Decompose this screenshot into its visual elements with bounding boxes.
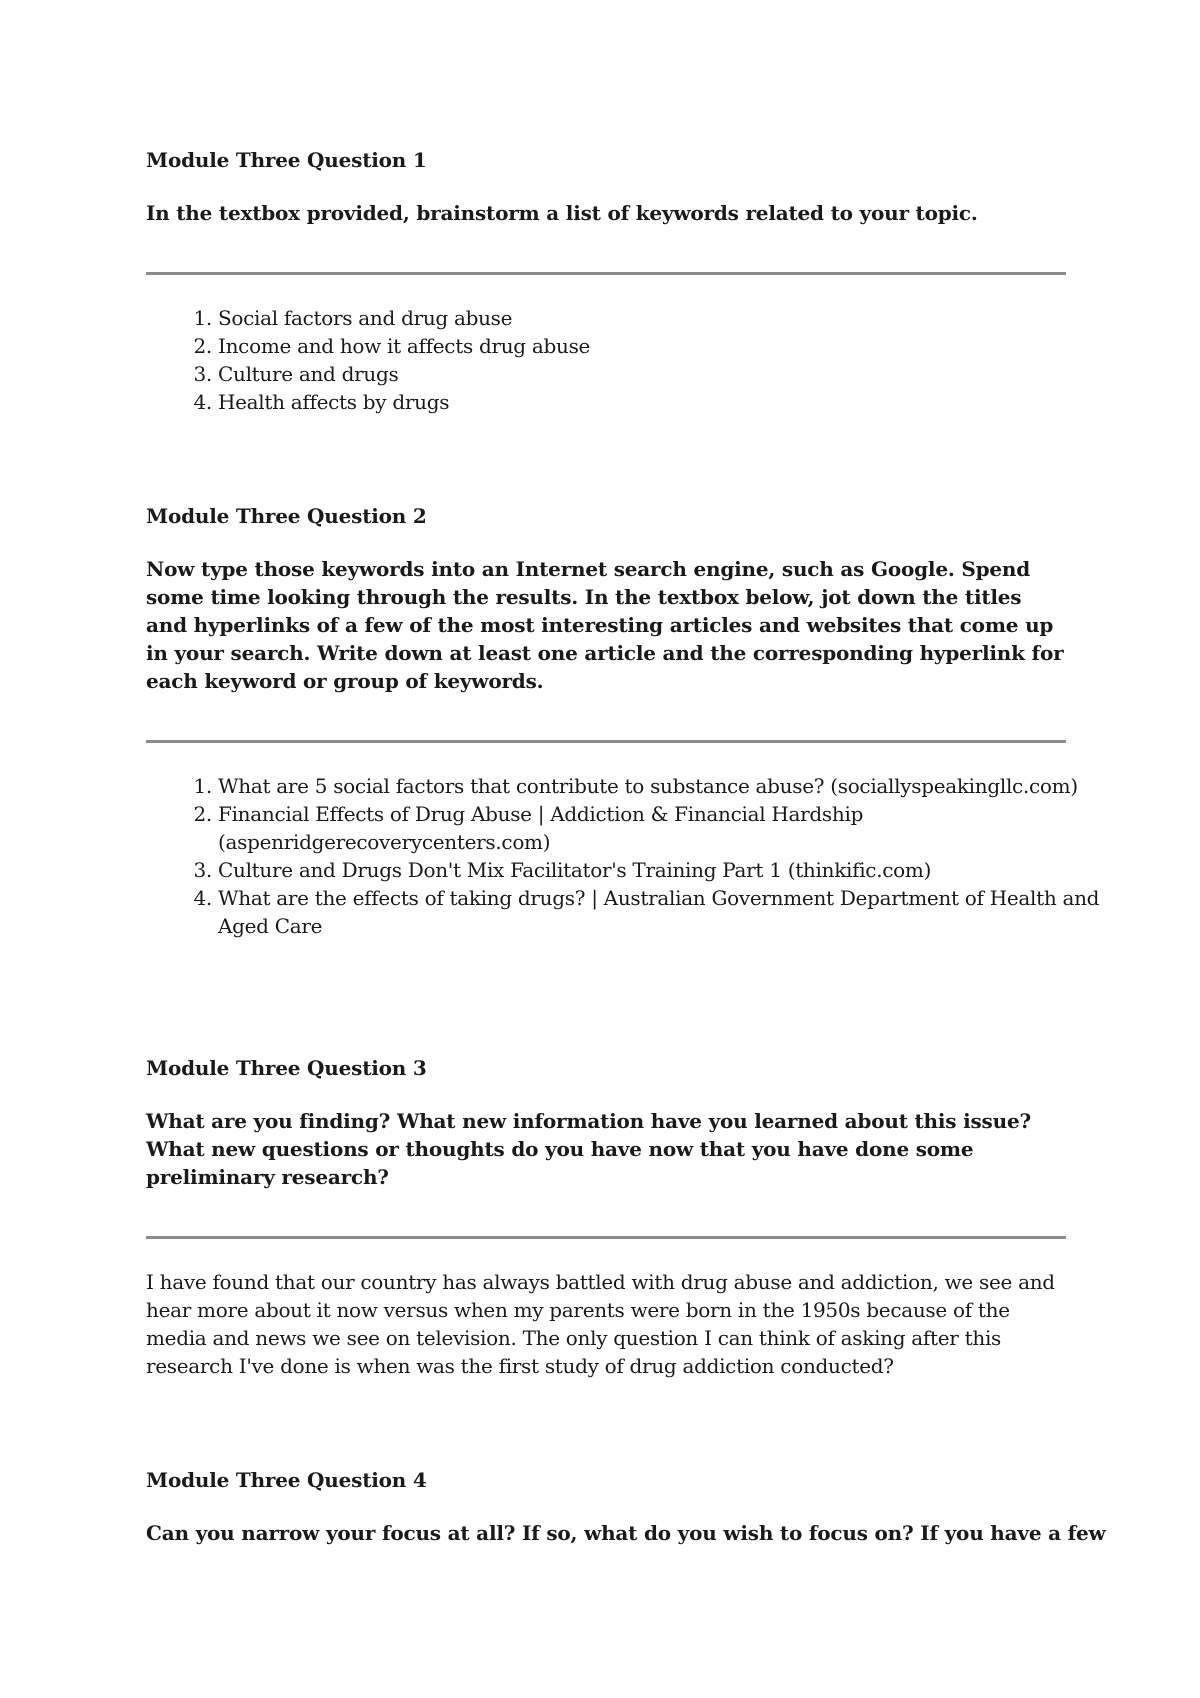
list-item: 3. Culture and Drugs Don't Mix Facilitator's Training Part 1 (thinkific.com): [218, 856, 1138, 884]
answer-list: [146, 304, 1138, 416]
question-1: [146, 146, 1066, 227]
question-title: Module Three Question 3: [146, 1056, 427, 1080]
question-2: [146, 502, 1066, 695]
list-item: 1. What are 5 social factors that contribute to substance abuse? (sociallyspeakingllc.com): [218, 772, 1138, 800]
answer-list: [146, 772, 1138, 940]
question-prompt: What are you finding? What new information have you learned about this issue? What new questions or thoughts do you have now that you have done some preliminary research?: [146, 1109, 1032, 1189]
answer-paragraph: I have found that our country has always battled with drug abuse and addiction, we see and hear more about it now versus when my parents were born in the 1950s because of the media and news we see on television. The only question I can think of asking after this research I've done is when was the first study of drug addiction conducted?: [146, 1270, 1055, 1378]
list-item: 3. Culture and drugs: [218, 360, 1138, 388]
list-item: 1. Social factors and drug abuse: [218, 304, 1138, 332]
list-item: 4. What are the effects of taking drugs? | Australian Government Department of Health and Aged Care: [218, 884, 1138, 940]
question-prompt: In the textbox provided, brainstorm a list of keywords related to your topic.: [146, 201, 978, 225]
question-3: [146, 1054, 1066, 1191]
question-prompt: Now type those keywords into an Internet search engine, such as Google. Spend some time looking through the results. In the textbox below, jot down the titles and hyperlinks of a few of the most interesting articles and websites that come up in your search. Write down at least one article and the corresponding hyperlink for each keyword or group of keywords.: [146, 557, 1064, 693]
answer-divider: [146, 1236, 1066, 1239]
question-4: [146, 1466, 1106, 1547]
question-title: Module Three Question 4: [146, 1468, 427, 1492]
question-title: Module Three Question 2: [146, 504, 427, 528]
list-item: 2. Financial Effects of Drug Abuse | Addiction & Financial Hardship (aspenridgerecoverycenters.com): [218, 800, 1138, 856]
answer-divider: [146, 272, 1066, 275]
question-title: Module Three Question 1: [146, 148, 427, 172]
question-prompt: Can you narrow your focus at all? If so, what do you wish to focus on? If you have a few: [146, 1521, 1106, 1545]
list-item: 2. Income and how it affects drug abuse: [218, 332, 1138, 360]
list-item: 4. Health affects by drugs: [218, 388, 1138, 416]
answer-divider: [146, 740, 1066, 743]
